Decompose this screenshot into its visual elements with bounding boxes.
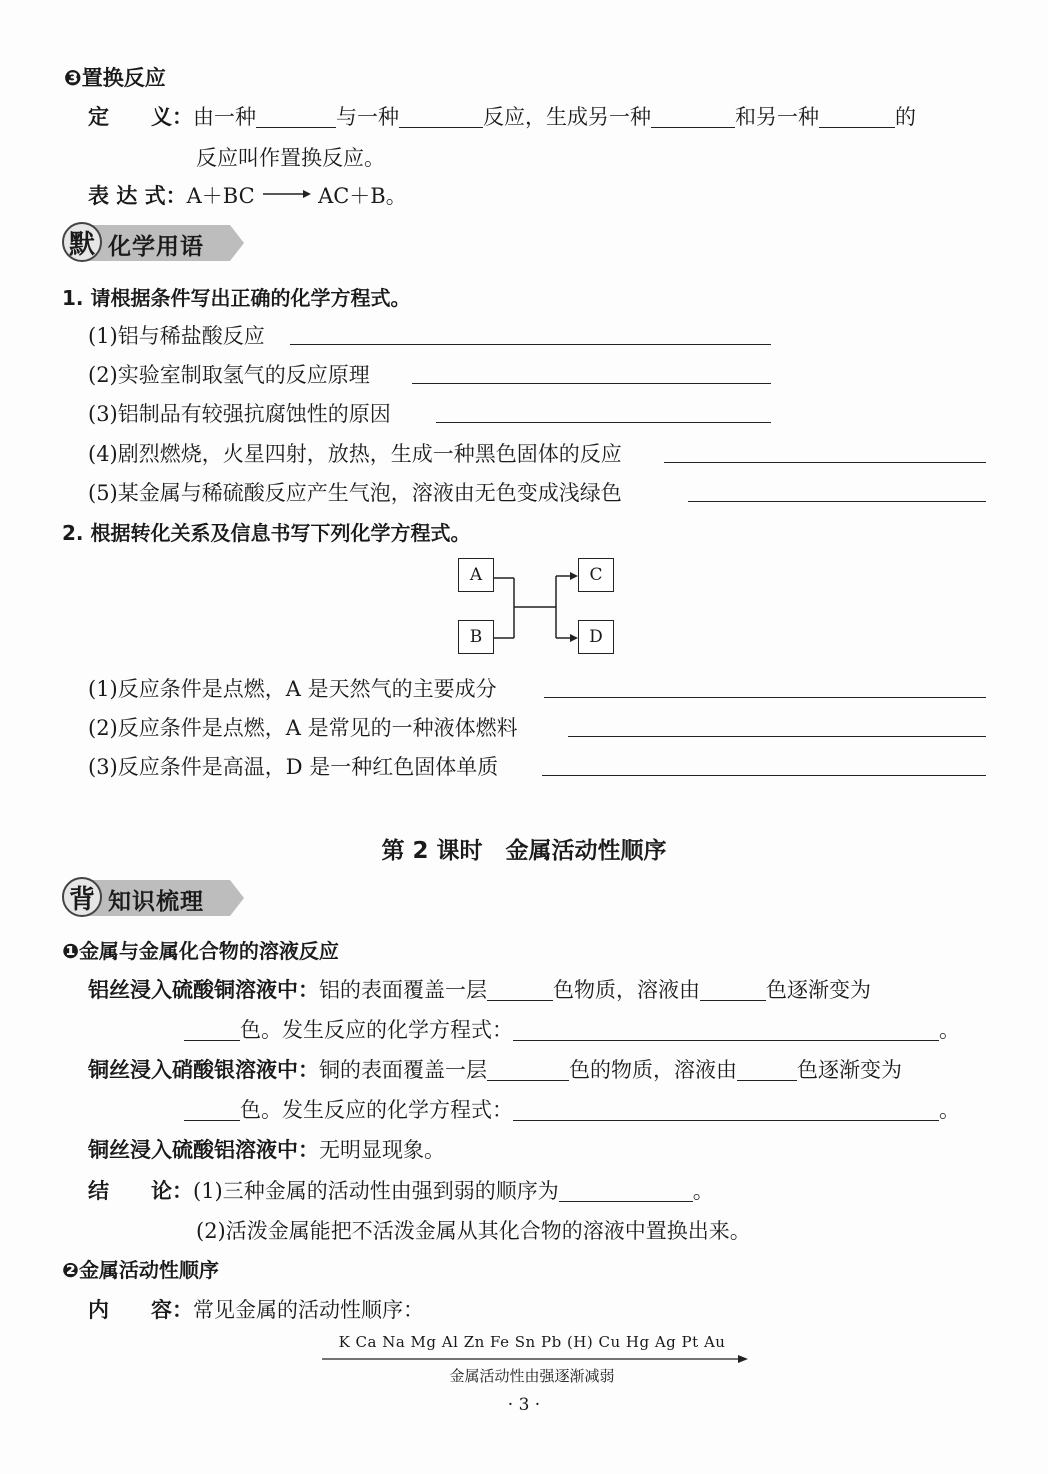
question-2-item: (3)反应条件是高温，D 是一种红色固体单质 bbox=[88, 755, 499, 779]
blank bbox=[737, 1058, 797, 1081]
reaction-arrow-icon bbox=[261, 187, 311, 201]
text: 常见金属的活动性顺序： bbox=[193, 1298, 424, 1322]
question-1-title: 1. 请根据条件写出正确的化学方程式。 bbox=[62, 286, 411, 310]
cu-al-label: 铜丝浸入硫酸铝溶液中： bbox=[88, 1138, 319, 1162]
blank bbox=[487, 1058, 569, 1081]
definition-label: 定 义： bbox=[88, 105, 193, 129]
expression-left: A＋BC bbox=[186, 184, 255, 208]
knowledge-2-heading bbox=[62, 1254, 219, 1283]
expression-right: AC＋B。 bbox=[318, 184, 407, 208]
blank bbox=[184, 1018, 240, 1041]
page-number: · 3 · bbox=[507, 1395, 541, 1415]
text: 。 bbox=[939, 1098, 960, 1122]
series-arrow-icon bbox=[320, 1352, 750, 1366]
text: 反应，生成另一种 bbox=[483, 105, 651, 129]
series-note: 金属活动性由强逐渐减弱 bbox=[449, 1367, 615, 1385]
question-2-title: 2. 根据转化关系及信息书写下列化学方程式。 bbox=[62, 521, 471, 545]
al-line-1 bbox=[88, 974, 871, 1004]
answer-line bbox=[436, 422, 771, 423]
text: 色的物质，溶液由 bbox=[569, 1058, 737, 1082]
text: 色物质，溶液由 bbox=[553, 978, 700, 1002]
al-label: 铝丝浸入硫酸铜溶液中： bbox=[88, 978, 319, 1002]
text: 与一种 bbox=[336, 105, 399, 129]
badge-title: 化学用语 bbox=[108, 234, 204, 260]
text: 色。发生反应的化学方程式： bbox=[240, 1098, 513, 1122]
definition-line-2: 反应叫作置换反应。 bbox=[196, 146, 385, 170]
question-1-item: (5)某金属与稀硫酸反应产生气泡，溶液由无色变成浅绿色 bbox=[88, 481, 622, 505]
section-number: ❶ bbox=[62, 939, 79, 963]
text: (1)三种金属的活动性由强到弱的顺序为 bbox=[193, 1179, 559, 1203]
cu-label: 铜丝浸入硝酸银溶液中： bbox=[88, 1058, 319, 1082]
text: 由一种 bbox=[193, 105, 256, 129]
text: 。 bbox=[939, 1018, 960, 1042]
text: 无明显现象。 bbox=[319, 1138, 445, 1162]
knowledge-1-heading bbox=[62, 935, 339, 964]
question-1-item: (2)实验室制取氢气的反应原理 bbox=[88, 363, 370, 387]
section-title: 金属活动性顺序 bbox=[78, 1258, 219, 1282]
section-title: 金属与金属化合物的溶液反应 bbox=[78, 939, 339, 963]
content-line bbox=[88, 1294, 424, 1324]
diagram-connectors bbox=[0, 552, 1048, 662]
question-1-item: (1)铝与稀盐酸反应 bbox=[88, 324, 265, 348]
text: 铝的表面覆盖一层 bbox=[319, 978, 487, 1002]
badge-char: 背 bbox=[62, 877, 102, 917]
answer-line bbox=[664, 462, 986, 463]
question-2-item: (2)反应条件是点燃，A 是常见的一种液体燃料 bbox=[88, 716, 518, 740]
answer-line bbox=[412, 383, 771, 384]
text: 色逐渐变为 bbox=[797, 1058, 902, 1082]
cu-line-2 bbox=[184, 1094, 960, 1124]
blank bbox=[487, 978, 553, 1001]
metal-activity-series: K Ca Na Mg Al Zn Fe Sn Pb (H) Cu Hg Ag Pt Au bbox=[338, 1333, 726, 1351]
answer-line bbox=[544, 697, 986, 698]
blank bbox=[513, 1098, 939, 1121]
section-number: ❸ bbox=[64, 66, 82, 90]
blank bbox=[700, 978, 766, 1001]
blank bbox=[256, 105, 336, 128]
conclusion-line-2: (2)活泼金属能把不活泼金属从其化合物的溶液中置换出来。 bbox=[196, 1219, 751, 1243]
blank bbox=[559, 1179, 693, 1202]
blank bbox=[184, 1098, 240, 1121]
question-1-item: (4)剧烈燃烧，火星四射，放热，生成一种黑色固体的反应 bbox=[88, 442, 622, 466]
text: 和另一种 bbox=[735, 105, 819, 129]
al-line-2 bbox=[184, 1014, 960, 1044]
conclusion-label: 结 论： bbox=[88, 1179, 193, 1203]
blank bbox=[651, 105, 735, 128]
text: 的 bbox=[895, 105, 916, 129]
text: 色。发生反应的化学方程式： bbox=[240, 1018, 513, 1042]
answer-line bbox=[290, 344, 771, 345]
section-title: 置换反应 bbox=[81, 66, 166, 90]
expression-label: 表 达 式： bbox=[88, 184, 187, 208]
content-label: 内 容： bbox=[88, 1298, 193, 1322]
cu-al-line bbox=[88, 1134, 445, 1164]
blank bbox=[399, 105, 483, 128]
blank bbox=[513, 1018, 939, 1041]
lesson-title: 第 2 课时 金属活动性顺序 bbox=[381, 838, 667, 864]
badge-char: 默 bbox=[62, 222, 102, 262]
question-2-item: (1)反应条件是点燃，A 是天然气的主要成分 bbox=[88, 677, 497, 701]
conclusion-line-1 bbox=[88, 1175, 714, 1205]
diagram-box-a: A bbox=[458, 558, 494, 592]
diagram-box-c: C bbox=[578, 558, 614, 592]
blank bbox=[819, 105, 895, 128]
diagram-box-d: D bbox=[578, 620, 614, 654]
question-1-item: (3)铝制品有较强抗腐蚀性的原因 bbox=[88, 402, 391, 426]
expression-line bbox=[88, 180, 407, 210]
section-number: ❷ bbox=[62, 1258, 79, 1282]
answer-line bbox=[568, 736, 986, 737]
section-badge-mo bbox=[62, 222, 244, 264]
diagram-box-b: B bbox=[458, 620, 494, 654]
section-badge-bei bbox=[62, 877, 244, 919]
badge-title: 知识梳理 bbox=[108, 889, 204, 915]
section-heading bbox=[64, 62, 166, 92]
definition-line-1 bbox=[88, 101, 916, 131]
answer-line bbox=[688, 501, 986, 502]
text: 铜的表面覆盖一层 bbox=[319, 1058, 487, 1082]
text: 色逐渐变为 bbox=[766, 978, 871, 1002]
text: 。 bbox=[692, 1179, 714, 1203]
answer-line bbox=[542, 775, 986, 776]
cu-line-1 bbox=[88, 1054, 902, 1084]
